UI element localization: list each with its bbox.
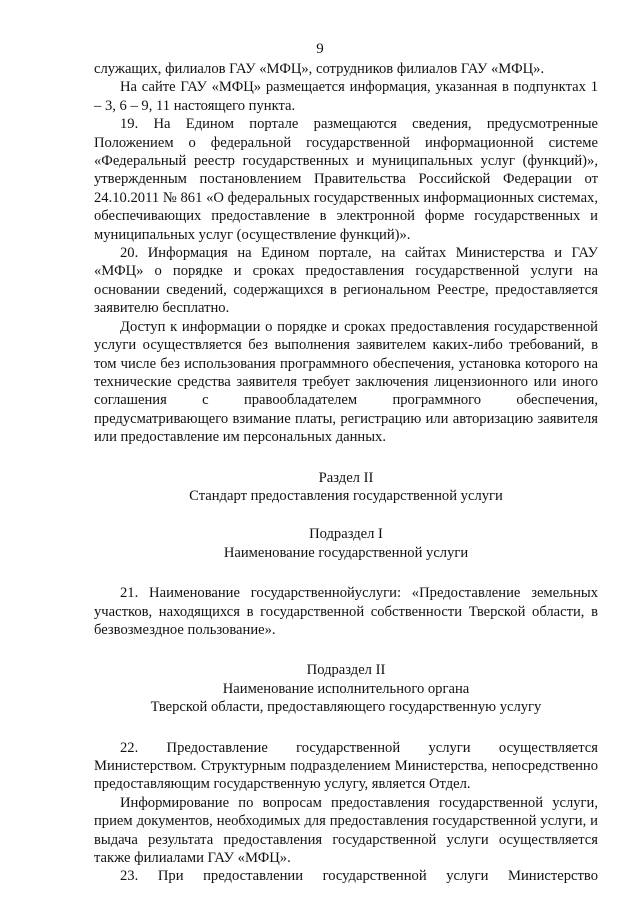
paragraph-mfc-site: На сайте ГАУ «МФЦ» размещается информация, указанная в подпунктах 1 – 3, 6 – 9, 11 настоящего пункта.: [94, 79, 598, 114]
paragraph-access: Доступ к информации о порядке и сроках предоставления государственной услуги осуществляется без выполнения заявителем каких-либо требований, в том числе без использования программного обеспечения, установка которого на технические средства заявителя требует заключения лицензионного или иного соглашения с правообладателем программного обеспечения, предусматривающего взимание платы, регистрацию или авторизацию заявителя или предоставление им персональных данных.: [94, 318, 598, 446]
section-title: Стандарт предоставления государственной услуги: [189, 487, 503, 504]
document-body: [94, 60, 598, 886]
subsection2-label: Подраздел II: [306, 662, 386, 679]
subsection1-title: Наименование государственной услуги: [223, 544, 469, 561]
paragraph-23: 23. При предоставлении государственной услуги Министерство: [120, 868, 598, 885]
page-number: 9: [316, 41, 324, 57]
section-label: Раздел II: [318, 469, 374, 486]
paragraph-21: 21. Наименование государственнойуслуги: «Предоставление земельных участков, находящихся в государственной собственности Тверской области, в безвозмездное пользование».: [94, 585, 598, 638]
subsection1-label: Подраздел I: [309, 526, 383, 543]
paragraph-informing: Информирование по вопросам предоставления государственной услуги, прием документов, необходимых для предоставления государственной услуги, и выдача результата предоставления государственной услуги осуществляется также филиалами ГАУ «МФЦ».: [94, 794, 598, 867]
paragraph-19: 19. На Едином портале размещаются сведения, предусмотренные Положением о федеральной государственной информационной системе «Федеральный реестр государственных и муниципальных услуг (функций)», утвержденным постановлением Правительства Российской Федерации от 24.10.2011 № 861 «О федеральных государственных информационных системах, обеспечивающих предоставление в электронной форме государственных и муниципальных услуг (осуществление функций)».: [94, 116, 598, 243]
subsection2-title-line1: Наименование исполнительного органа: [222, 680, 470, 697]
subsection2-title-line2: Тверской области, предоставляющего государственную услугу: [150, 699, 542, 716]
paragraph-20: 20. Информация на Едином портале, на сайтах Министерства и ГАУ «МФЦ» о порядке и сроках предоставления государственной услуги на основании сведений, содержащихся в региональном Реестре, предоставляется заявителю бесплатно.: [94, 245, 598, 317]
paragraph-continuation: служащих, филиалов ГАУ «МФЦ», сотрудников филиалов ГАУ «МФЦ».: [94, 61, 545, 77]
paragraph-22: 22. Предоставление государственной услуги осуществляется Министерством. Структурным подразделением Министерства, непосредственно предоставляющим государственную услугу, является Отдел.: [94, 739, 598, 793]
